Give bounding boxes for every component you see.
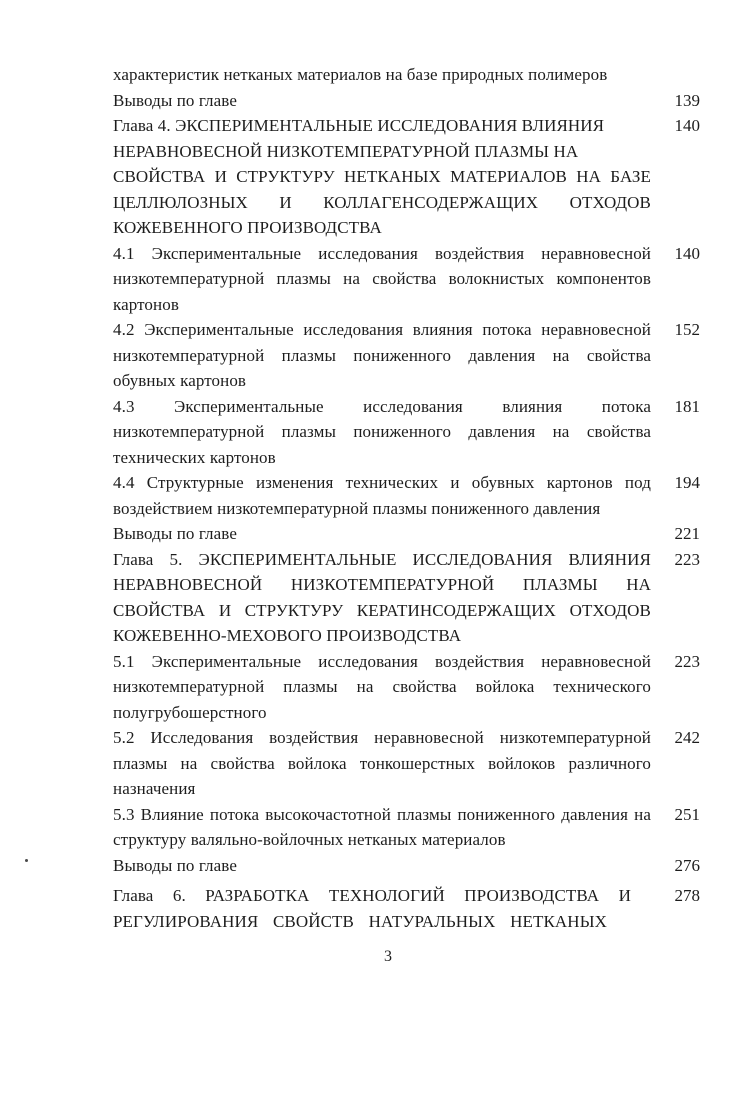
toc-line (113, 164, 700, 190)
toc-entry-text: низкотемпературной плазмы пониженного давления на свойства (113, 345, 651, 365)
toc-line (113, 368, 700, 394)
toc-line (113, 139, 700, 165)
toc-entry-text: 5.1 Экспериментальные исследования воздействия неравновесной (113, 651, 651, 671)
toc-entry-text: 4.4 Структурные изменения технических и обувных картонов под (113, 473, 651, 492)
toc-entry-text: обувных картонов (113, 371, 247, 390)
toc-entry-text: низкотемпературной плазмы на свойства волокнистых компонентов (113, 269, 651, 288)
toc-line (113, 317, 700, 343)
scan-speck-artifact (25, 859, 28, 862)
toc-line (113, 827, 700, 853)
toc-page-number: 223 (674, 651, 700, 671)
toc-entry-text: Глава 6. РАЗРАБОТКА ТЕХНОЛОГИЙ ПРОИЗВОДСТВА И (113, 886, 631, 905)
toc-page-number: 278 (674, 886, 700, 905)
toc-line (113, 445, 700, 471)
toc-entry-text: структуру валяльно-войлочных нетканых материалов (113, 830, 506, 849)
toc-line (113, 419, 700, 445)
toc-page-number: 221 (674, 524, 700, 543)
toc-line (113, 649, 700, 675)
toc-entry-text: НЕРАВНОВЕСНОЙ НИЗКОТЕМПЕРАТУРНОЙ ПЛАЗМЫ НА (113, 575, 651, 594)
toc-line (113, 853, 700, 879)
toc-line (113, 909, 700, 935)
toc-line (113, 776, 700, 802)
toc-line (113, 215, 700, 241)
toc-entry-text: 4.2 Экспериментальные исследования влияния потока неравновесной (113, 320, 651, 339)
toc-line (113, 802, 700, 828)
toc-entry-text: Выводы по главе (113, 524, 237, 543)
table-of-contents (113, 62, 700, 934)
toc-entry-text: характеристик нетканых материалов на базе природных полимеров (113, 65, 608, 84)
toc-page-number: 139 (674, 90, 700, 110)
toc-entry-text: 4.3 Экспериментальные исследования влияния потока (113, 396, 651, 416)
toc-line (113, 547, 700, 573)
toc-entry-text: Глава 4. ЭКСПЕРИМЕНТАЛЬНЫЕ ИССЛЕДОВАНИЯ ВЛИЯНИЯ (113, 116, 605, 135)
toc-line (113, 883, 700, 909)
toc-line (113, 674, 700, 700)
toc-line (113, 470, 700, 496)
toc-entry-text: плазмы на свойства войлока тонкошерстных войлоков различного (113, 753, 651, 773)
toc-line (113, 88, 700, 114)
toc-entry-text: картонов (113, 294, 179, 314)
toc-page-number: 140 (674, 243, 700, 263)
toc-line (113, 394, 700, 420)
toc-entry-text: воздействием низкотемпературной плазмы пониженного давления (113, 498, 601, 518)
toc-entry-text: НЕРАВНОВЕСНОЙ НИЗКОТЕМПЕРАТУРНОЙ ПЛАЗМЫ НА (113, 141, 579, 161)
toc-line (113, 190, 700, 216)
toc-line (113, 700, 700, 726)
toc-page-number: 140 (674, 116, 700, 135)
toc-line (113, 623, 700, 649)
toc-entry-text: 5.3 Влияние потока высокочастотной плазмы пониженного давления на (113, 804, 651, 824)
toc-line (113, 113, 700, 139)
toc-entry-text: технических картонов (113, 447, 276, 467)
toc-entry-text: РЕГУЛИРОВАНИЯ СВОЙСТВ НАТУРАЛЬНЫХ НЕТКАНЫХ (113, 911, 607, 931)
toc-entry-text: низкотемпературной плазмы на свойства войлока технического (113, 677, 651, 696)
toc-entry-text: низкотемпературной плазмы пониженного давления на свойства (113, 422, 651, 441)
toc-entry-text: СВОЙСТВА И СТРУКТУРУ КЕРАТИНСОДЕРЖАЩИХ ОТХОДОВ (113, 600, 651, 620)
toc-entry-text: назначения (113, 779, 196, 798)
toc-page-number: 194 (674, 473, 700, 492)
page-number-footer: 3 (384, 948, 392, 965)
toc-page-number: 242 (674, 728, 700, 747)
toc-entry-text: КОЖЕВЕННО-МЕХОВОГО ПРОИЗВОДСТВА (113, 626, 462, 645)
toc-entry-text: Выводы по главе (113, 90, 237, 110)
toc-entry-text: Выводы по главе (113, 855, 237, 875)
toc-page-number: 152 (674, 320, 700, 339)
toc-line (113, 62, 700, 88)
toc-page-number: 276 (674, 855, 700, 875)
toc-entry-text: КОЖЕВЕННОГО ПРОИЗВОДСТВА (113, 218, 382, 237)
toc-line (113, 496, 700, 522)
toc-line (113, 292, 700, 318)
toc-entry-text: СВОЙСТВА И СТРУКТУРУ НЕТКАНЫХ МАТЕРИАЛОВ НА БАЗЕ (113, 167, 651, 186)
toc-line (113, 751, 700, 777)
toc-line (113, 241, 700, 267)
toc-line (113, 521, 700, 547)
toc-entry-text: ЦЕЛЛЮЛОЗНЫХ И КОЛЛАГЕНСОДЕРЖАЩИХ ОТХОДОВ (113, 192, 651, 212)
toc-page-number: 251 (674, 804, 700, 824)
toc-page-number: 181 (674, 396, 700, 416)
toc-line (113, 343, 700, 369)
toc-page-number: 223 (674, 549, 700, 569)
toc-entry-text: 4.1 Экспериментальные исследования воздействия неравновесной (113, 243, 651, 263)
toc-line (113, 725, 700, 751)
toc-line (113, 266, 700, 292)
toc-line (113, 598, 700, 624)
toc-entry-text: Глава 5. ЭКСПЕРИМЕНТАЛЬНЫЕ ИССЛЕДОВАНИЯ ВЛИЯНИЯ (113, 549, 651, 569)
toc-entry-text: полугрубошерстного (113, 702, 267, 722)
toc-line (113, 572, 700, 598)
toc-entry-text: 5.2 Исследования воздействия неравновесной низкотемпературной (113, 728, 651, 747)
